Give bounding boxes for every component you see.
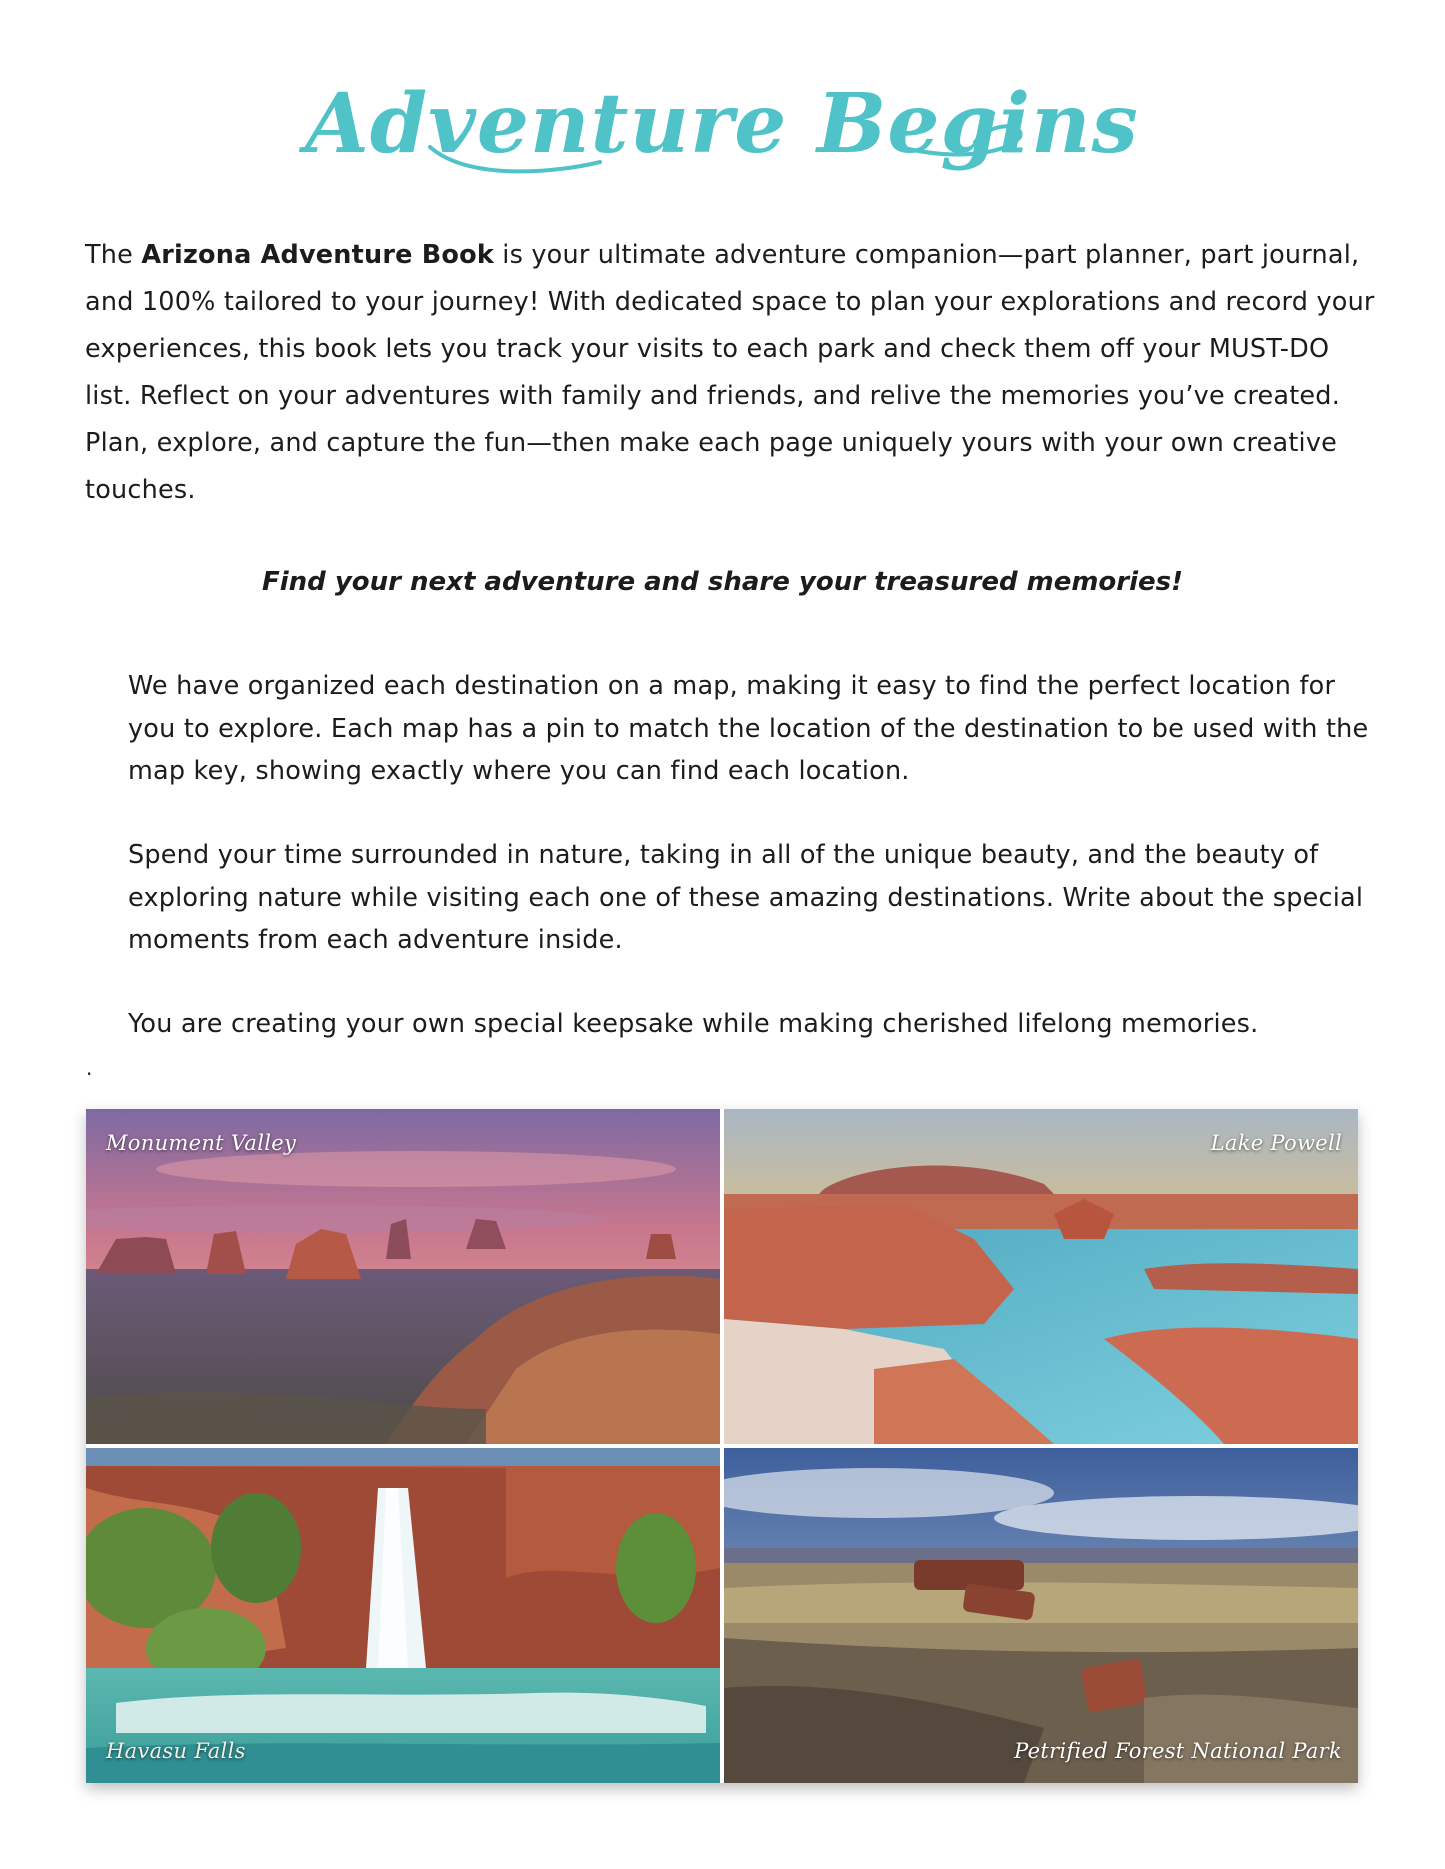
stray-mark: . <box>86 1056 93 1080</box>
paragraph-maps: We have organized each destination on a map, making it easy to find the perfect location for you to explore. Each map has a pin to match the location of the destination to be used with the map key, showing exactly where you can find each location. <box>128 671 1369 786</box>
intro-paragraph <box>85 232 1375 514</box>
lake-powell-photo <box>724 1109 1358 1444</box>
title-script-graphic <box>0 52 1445 192</box>
paragraph-keepsake: You are creating your own special keepsake while making cherished lifelong memories. <box>128 1009 1259 1039</box>
monument-valley-photo <box>86 1109 720 1444</box>
paragraph-nature: Spend your time surrounded in nature, taking in all of the unique beauty, and the beauty of exploring nature while visiting each one of these amazing destinations. Write about the special moments from each adventure inside. <box>128 840 1364 955</box>
photo-caption: Lake Powell <box>1210 1131 1342 1155</box>
photo-grid <box>86 1109 1358 1783</box>
intro-body: is your ultimate adventure companion—part planner, part journal, and 100% tailored to your journey! With dedicated space to plan your explorations and record your experiences, this book lets you track your visits to each park and check them off your MUST-DO list. Reflect on your adventures with family and friends, and relive the memories you’ve created. Plan, explore, and capture the fun—then make each page uniquely yours with your own creative touches. <box>85 240 1375 505</box>
photo-caption: Monument Valley <box>106 1131 297 1155</box>
photo-caption: Petrified Forest National Park <box>1014 1739 1342 1763</box>
book-name: Arizona Adventure Book <box>141 240 494 270</box>
havasu-falls-photo <box>86 1448 720 1783</box>
photo-caption: Havasu Falls <box>106 1739 246 1763</box>
tagline: Find your next adventure and share your treasured memories! <box>262 567 1183 597</box>
petrified-forest-photo <box>724 1448 1358 1783</box>
title-text: Adventure Begins <box>305 76 1139 172</box>
page-title <box>0 52 1445 192</box>
intro-lead: The <box>85 240 142 270</box>
